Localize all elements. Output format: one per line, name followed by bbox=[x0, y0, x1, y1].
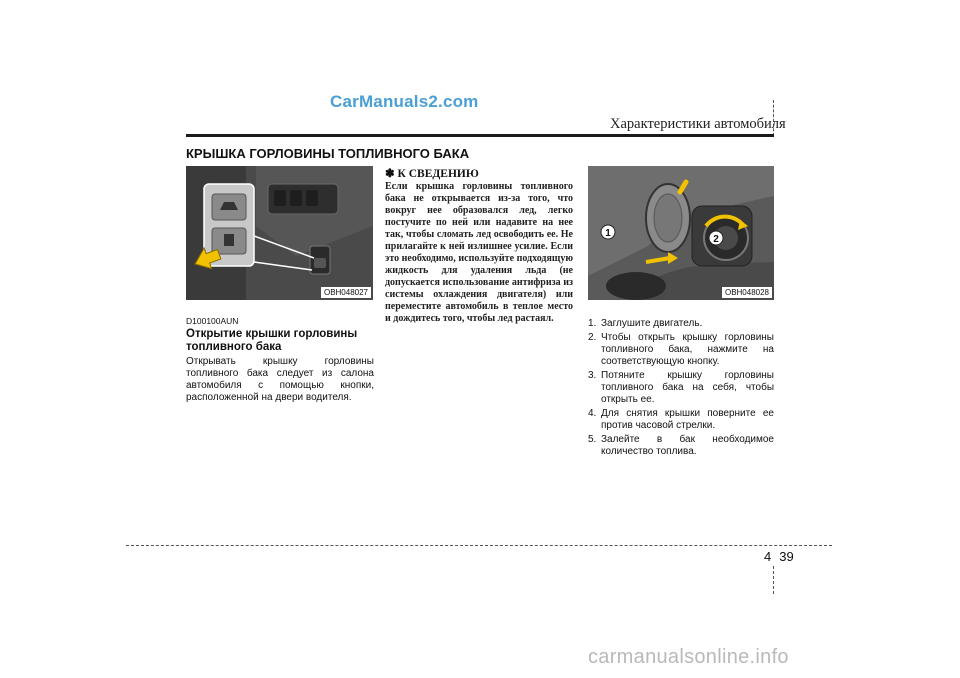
list-item bbox=[588, 434, 774, 458]
body-text: Открывать крышку горловины топливного бака следует из салона автомобиля с помощью кнопки, расположенной на двери водителя. bbox=[186, 356, 374, 403]
notice-text: Если крышка горловины топливного бака не открывается из-за того, что вокруг нее образовался лед, легко постучите по ней или надавите на нее так, чтобы сломать лед освободить ее. Не прилагайте к ней излишнее усилие. Если это необходимо, используйте подходящую жидкость для удаления льда (не допускается использование антифриза из системы охлаждения двигателя) или переместите автомобиль в теплое место и дождитесь того, чтобы лед растаял. bbox=[385, 181, 573, 324]
callout-1: 1 bbox=[605, 228, 611, 239]
photo-caption: OBH048028 bbox=[722, 287, 772, 298]
footer-rule bbox=[126, 545, 832, 546]
watermark-carmanualsonline: carmanualsonline.info bbox=[588, 646, 789, 668]
notice-heading: ✽ К СВЕДЕНИЮ bbox=[385, 168, 479, 180]
step-text: Залейте в бак необходимое количество топлива. bbox=[601, 434, 774, 457]
page-number bbox=[764, 549, 794, 564]
step-number: 4. bbox=[588, 408, 597, 419]
fuel-cap-photo bbox=[588, 166, 774, 300]
step-text: Потяните крышку горловины топливного бака на себя, чтобы открыть ее. bbox=[601, 370, 774, 405]
list-item bbox=[588, 332, 774, 368]
callout-2: 2 bbox=[713, 234, 719, 245]
section-title: Характеристики автомобиля bbox=[610, 116, 786, 132]
watermark-carmanuals2: CarManuals2.com bbox=[330, 92, 479, 111]
step-text: Заглушите двигатель. bbox=[601, 318, 703, 329]
page-title: КРЫШКА ГОРЛОВИНЫ ТОПЛИВНОГО БАКА bbox=[186, 146, 470, 161]
header-rule bbox=[186, 134, 774, 137]
steps-list bbox=[588, 318, 774, 460]
list-item bbox=[588, 370, 774, 406]
door-switch-photo bbox=[186, 166, 373, 300]
subheading: Открытие крышки горловины топливного бака bbox=[186, 328, 358, 353]
chapter-number: 4 bbox=[764, 549, 772, 564]
door-switch-illustration bbox=[186, 166, 373, 300]
step-number: 3. bbox=[588, 370, 597, 381]
section-code: D100100AUN bbox=[186, 316, 239, 326]
list-item bbox=[588, 318, 774, 330]
list-item bbox=[588, 408, 774, 432]
step-number: 5. bbox=[588, 434, 597, 445]
page-edge-line-bottom bbox=[773, 566, 774, 594]
fuel-cap-illustration bbox=[588, 166, 774, 300]
step-number: 2. bbox=[588, 332, 597, 343]
step-text: Чтобы открыть крышку горловины топливного бака, нажмите на соответствующую кнопку. bbox=[601, 332, 774, 367]
photo-caption: OBH048027 bbox=[321, 287, 371, 298]
step-text: Для снятия крышки поверните ее против часовой стрелки. bbox=[601, 408, 774, 431]
page-number-value: 39 bbox=[779, 549, 794, 564]
step-number: 1. bbox=[588, 318, 597, 329]
